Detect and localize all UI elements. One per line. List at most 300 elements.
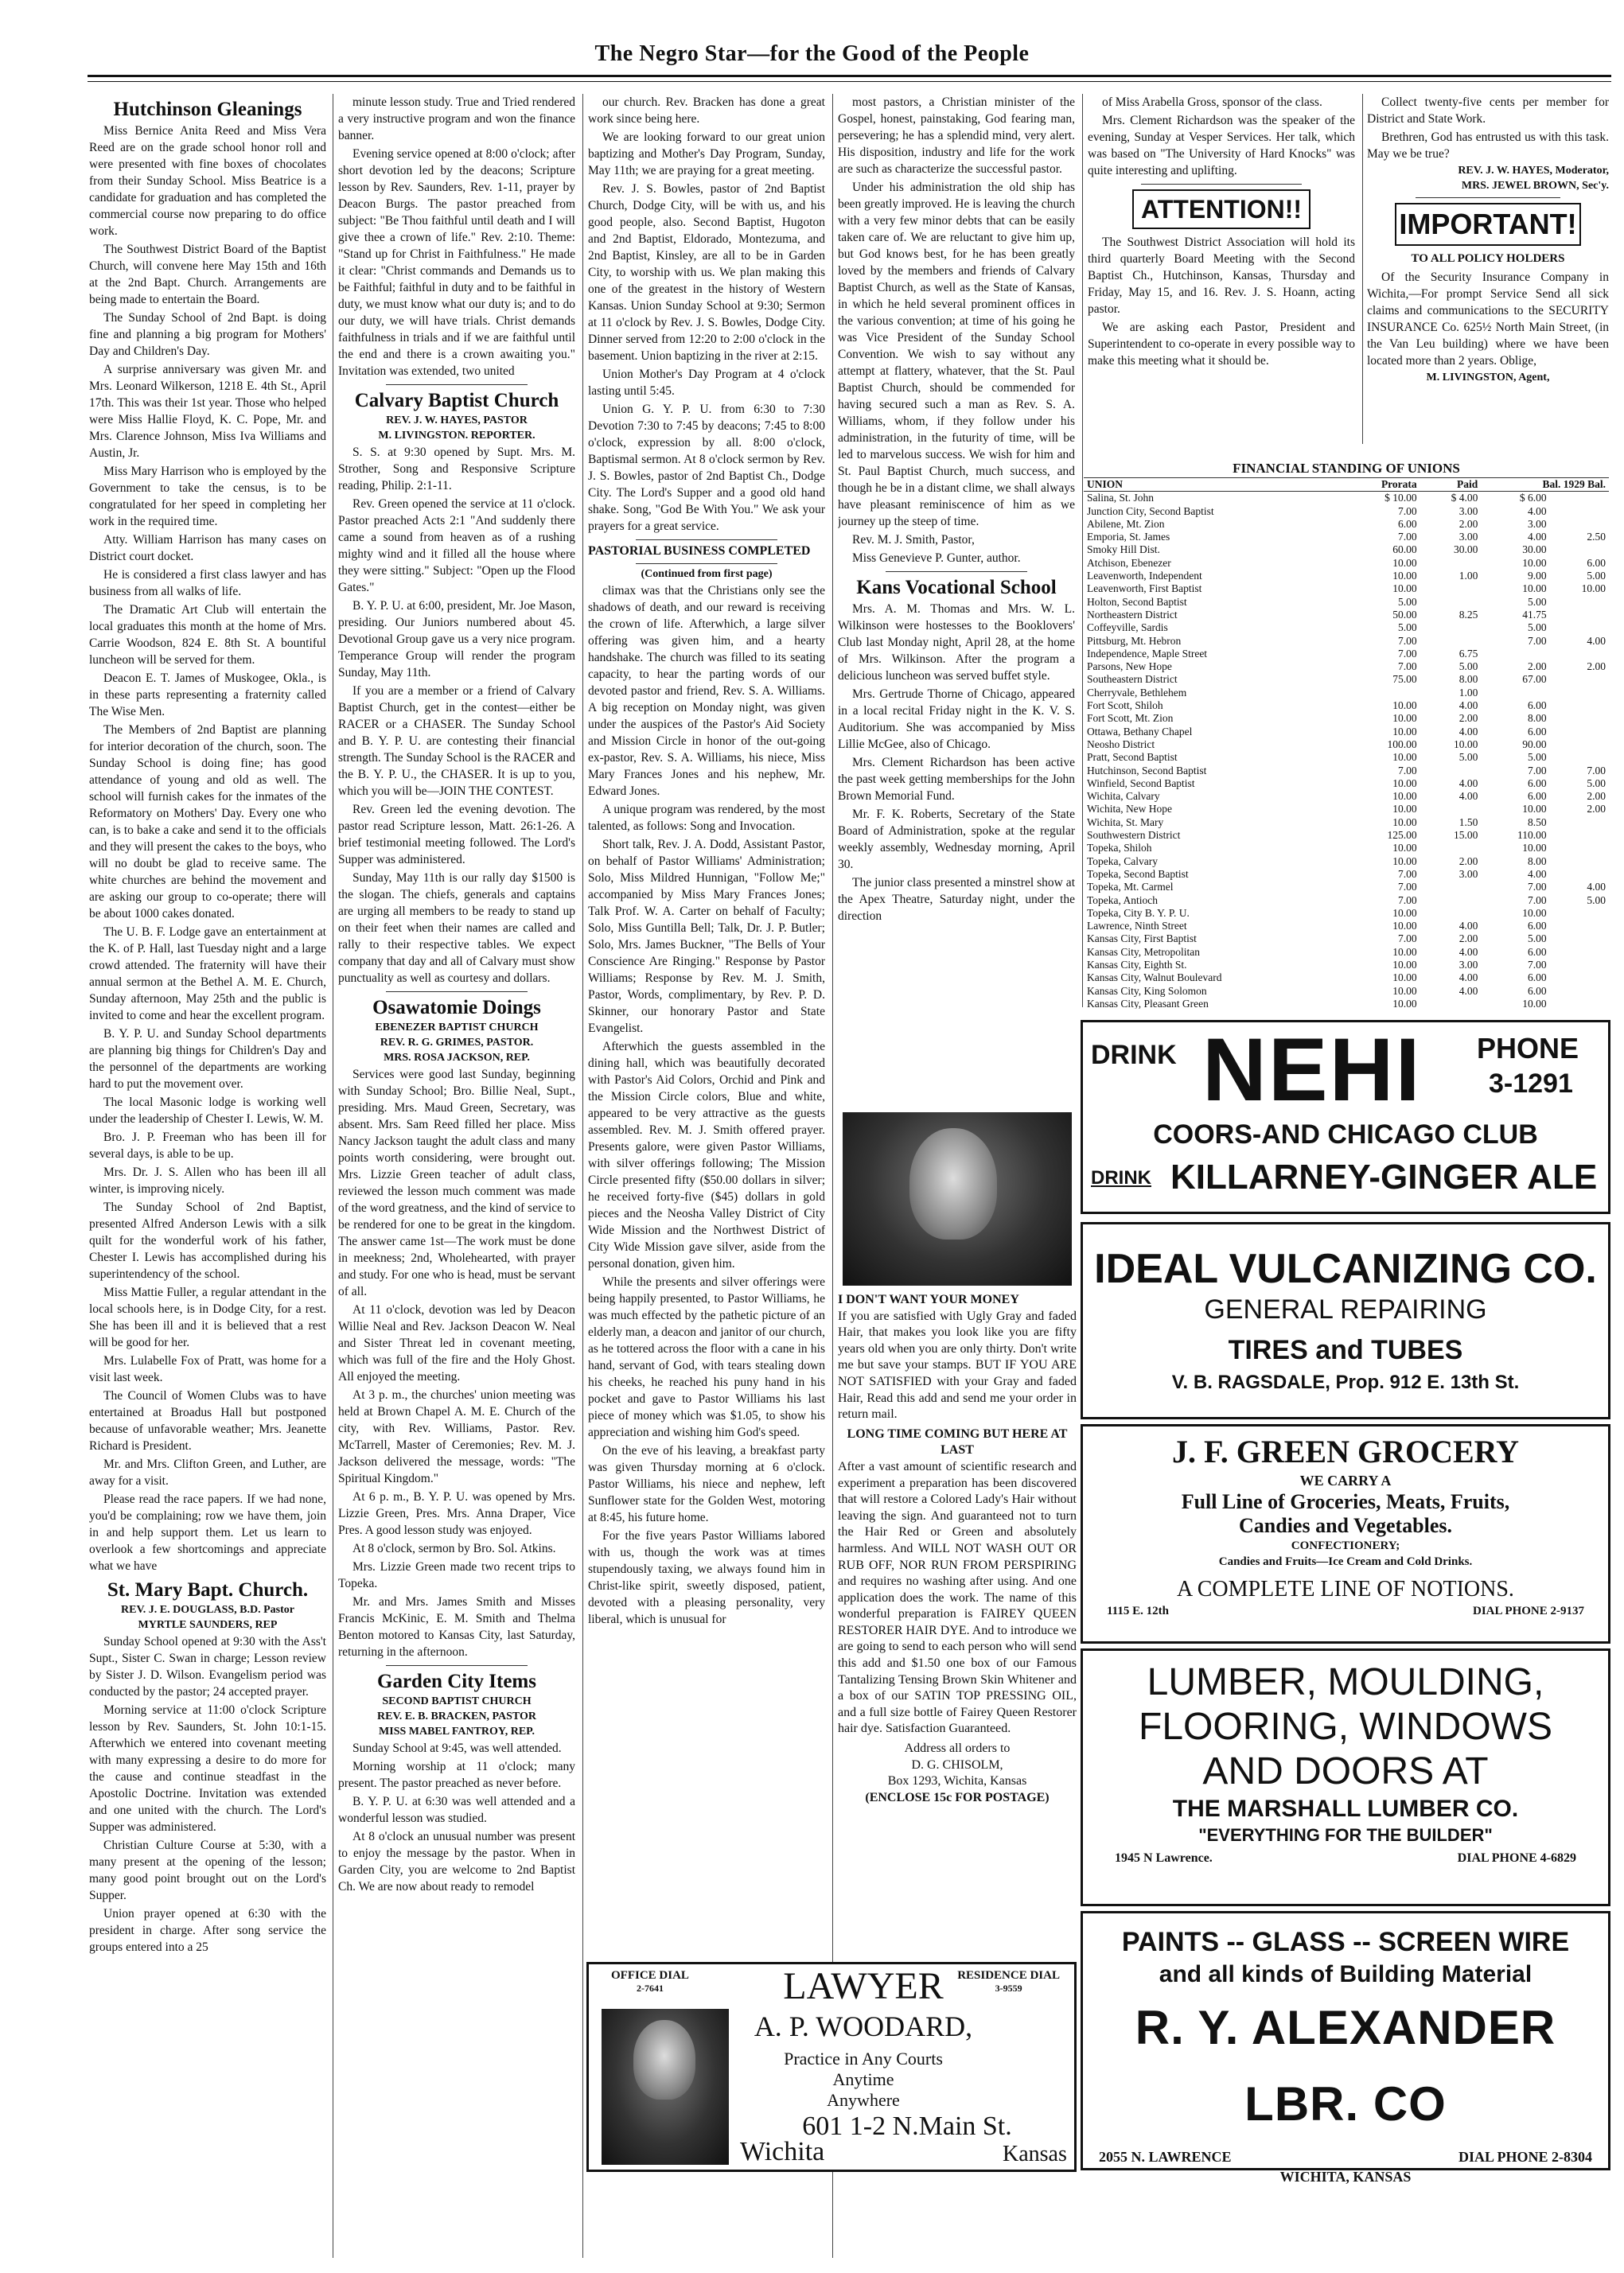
- amount-cell: [1550, 492, 1609, 505]
- table-row: [1084, 687, 1609, 699]
- lawyer-state: Kansas: [1003, 2142, 1067, 2166]
- amount-cell: 10.00: [1392, 984, 1417, 997]
- union-name-cell: Hutchinson, Second Baptist: [1087, 764, 1207, 776]
- byline: MISS MABEL FANTROY, REP.: [379, 1726, 535, 1738]
- amount-cell: 4.00: [1458, 699, 1478, 712]
- amount-cell: 7.00: [1528, 634, 1547, 647]
- nehi-phone: 3-1291: [1489, 1068, 1573, 1099]
- amount-cell: 10.00: [1392, 570, 1417, 582]
- amount-cell: [1420, 842, 1482, 854]
- headline-garden-city: Garden City Items: [377, 1671, 536, 1692]
- amount-cell: 2.00: [1458, 712, 1478, 725]
- paragraph: Miss Mattie Fuller, a regular attendant in the local schools here, is in Dodge City, for a rest. She has been ill and it is believed that a rest will be good for her.: [89, 1286, 326, 1349]
- amount-cell: [1420, 894, 1482, 907]
- green-line5: CONFECTIONERY;: [1291, 1539, 1400, 1552]
- table-row: [1084, 543, 1609, 556]
- table-row: [1084, 829, 1609, 842]
- lumber-footer: [1083, 1847, 1608, 1866]
- union-name-cell: Pittsburg, Mt. Hebron: [1087, 634, 1182, 647]
- alexander-address: 2055 N. LAWRENCE: [1099, 2149, 1232, 2165]
- nehi-line3: KILLARNEY-GINGER ALE: [1170, 1158, 1598, 1197]
- amount-cell: 6.00: [1528, 920, 1547, 932]
- column-divider: [1362, 94, 1363, 444]
- union-name-cell: Wichita, St. Mary: [1087, 815, 1164, 828]
- paragraph: At 11 o'clock, devotion was led by Deacon Willie Neal and Rev. Jackson Deacon W. Neal and Sister Threat led in covenant meeting, which was full of the fire and the Holy Ghost. All enjoyed the meeting.: [338, 1303, 575, 1384]
- table-row: [1084, 959, 1609, 971]
- amount-cell: 7.00: [1398, 893, 1417, 906]
- green-line7: A COMPLETE LINE OF NOTIONS.: [1177, 1577, 1514, 1602]
- table-row: [1084, 635, 1609, 648]
- amount-cell: 110.00: [1517, 829, 1547, 842]
- amount-cell: 10.00: [1392, 582, 1417, 595]
- union-name-cell: Independence, Maple Street: [1087, 647, 1208, 660]
- article-body: [338, 444, 575, 987]
- paragraph: We are asking each Pastor, President and Superintendent to co-operate in every possible way to make this meeting what it should be.: [1088, 321, 1355, 368]
- green-address: 1115 E. 12th: [1107, 1605, 1169, 1617]
- paragraph: At 8 o'clock an unusual number was present to enjoy the message by the pastor. When in Garden City, you are welcome to 2nd Baptist Ch. We are now about ready to remodel: [338, 1830, 575, 1894]
- paragraph: most pastors, a Christian minister of the Gospel, honest, painstaking, God fearing man, persevering; he has a splendid mind, very alert. His disposition, industry and life for the work are such as characterize the successful pastor.: [838, 95, 1075, 176]
- paragraph: of Miss Arabella Gross, sponsor of the class.: [1102, 95, 1322, 109]
- amount-cell: 7.00: [1528, 881, 1547, 893]
- union-name-cell: Neosho District: [1087, 738, 1155, 750]
- amount-cell: [1550, 609, 1609, 621]
- amount-cell: 10.00: [1522, 842, 1547, 854]
- table-row: [1084, 907, 1609, 920]
- amount-cell: 2.50: [1587, 531, 1606, 543]
- union-name-cell: Coffeyville, Sardis: [1087, 621, 1168, 634]
- amount-cell: 5.00: [1398, 595, 1417, 608]
- nehi-brand: NEHI: [1202, 1020, 1422, 1119]
- amount-cell: 7.00: [1398, 504, 1417, 517]
- article-body: [1088, 234, 1355, 369]
- amount-cell: 10.00: [1392, 712, 1417, 725]
- paragraph: The Southwest District Board of the Baptist Church, will convene here May 15th and 16th at the 2nd Bapt. Church. Arrangements are being made to entertain the Board.: [89, 243, 326, 306]
- masthead-rule-thin: [88, 81, 1611, 82]
- ideal-line2: GENERAL REPAIRING: [1204, 1294, 1487, 1325]
- union-name-cell: Kansas City, Pleasant Green: [1087, 997, 1209, 1009]
- amount-cell: 5.00: [1587, 893, 1606, 906]
- lawyer-city: Wichita: [740, 2137, 825, 2166]
- amount-cell: [1550, 621, 1609, 634]
- paragraph: The Members of 2nd Baptist are planning for interior decoration of the church, soon. The Sunday School is doing fine; has good attendance of young and old as well. The school will furnish cakes for the inmates of the Reformatory on Mothers' Day. Every one who can, is to bake a cake and send it to the officials and they will present the cakes to the boys, who will no doubt be glad to receive same. The white churches are behind the movement and are asking our group to co-operate; there will be about 1000 cakes donated.: [89, 723, 326, 920]
- table-row: [1084, 557, 1609, 570]
- separator: [1416, 197, 1560, 198]
- amount-cell: [1481, 648, 1549, 660]
- table-row: [1084, 621, 1609, 634]
- alexander-line1: PAINTS -- GLASS -- SCREEN WIRE: [1121, 1927, 1570, 1957]
- hair-paragraph-1: If you are satisfied with Ugly Gray and faded Hair, that makes you look like you are fifty years old when you are only thirty. Don't write me but save your stamps. BUT IF YOU ARE NOT SATISFIED with your Gray and faded Hair, Read this add and send me your order in return mail.: [838, 1309, 1077, 1422]
- amount-cell: 5.00: [1528, 621, 1547, 634]
- continued-note: (Continued from first page): [641, 568, 773, 580]
- union-name-cell: Kansas City, First Baptist: [1087, 932, 1197, 945]
- amount-cell: [1420, 907, 1482, 920]
- amount-cell: 3.00: [1458, 958, 1478, 971]
- union-name-cell: Salina, St. John: [1087, 492, 1155, 504]
- amount-cell: 2.00: [1587, 790, 1606, 803]
- paragraph: Please read the race papers. If we had none, you'd be complaining; row we have them, join in and help support them. Let us learn to overlook a few shortcomings and appreciate what we have: [89, 1493, 326, 1573]
- paragraph: climax was that the Christians only see the shadows of death, and our reward is receiving the crown of life. Afterwhich, a large silver offering was given him, and a hearty handshake. The church was filled to its seating capacity, to hear the parting words of our devoted pastor and friend, Rev. S. A. Williams. A big reception on Monday night, was given under the auspices of the Pastor's Aid Society and Mission Circle in honor of the out-going ex-pastor, Rev. S. A. Williams, his niece, Miss Mary Frances Jones and his nephew, Mr. Edward Jones.: [588, 584, 825, 798]
- ad-lawyer: [586, 1962, 1077, 2172]
- amount-cell: 5.00: [1458, 751, 1478, 764]
- amount-cell: 6.00: [1528, 971, 1547, 984]
- paragraph: Miss Genevieve P. Gunter, author.: [852, 551, 1021, 565]
- paragraph: Brethren, God has entrusted us with this task. May we be true?: [1367, 130, 1609, 161]
- union-name-cell: Southeastern District: [1087, 673, 1178, 686]
- amount-cell: [1420, 765, 1482, 777]
- article-body: [588, 582, 825, 1628]
- paragraph: Collect twenty-five cents per member for District and State Work.: [1367, 95, 1609, 126]
- amount-cell: 10.00: [1522, 556, 1547, 569]
- article-body: [338, 94, 575, 379]
- union-name-cell: Fort Scott, Mt. Zion: [1087, 712, 1174, 725]
- amount-cell: 100.00: [1387, 738, 1417, 750]
- lawyer-portrait: [602, 2009, 729, 2165]
- union-name-cell: Topeka, Second Baptist: [1087, 867, 1189, 880]
- amount-cell: 7.00: [1528, 764, 1547, 776]
- amount-cell: [1550, 855, 1609, 868]
- paragraph: Miss Bernice Anita Reed and Miss Vera Reed are on the grade school honor roll and were presented with fine boxes of chocolates from their Sunday School. Miss Beatrice is a candidate for graduation and has completed the commercial course now preparing to do office work.: [89, 124, 326, 238]
- amount-cell: 10.00: [1392, 699, 1417, 712]
- paragraph: The Council of Women Clubs was to have entertained at Broadus Hall but postponed because of unfavorable weather; Mrs. Jeanette Richard is President.: [89, 1389, 326, 1453]
- paragraph: Rev. Green led the evening devotion. The pastor read Scripture lesson, Matt. 26:1-26. A brief testimonial meeting followed. The Lord's Supper was administered.: [338, 803, 575, 866]
- amount-cell: [1420, 557, 1482, 570]
- union-name-cell: Parsons, New Hope: [1087, 660, 1172, 673]
- union-name-cell: Topeka, City B. Y. P. U.: [1087, 906, 1190, 919]
- paragraph: Mrs. Lizzie Green made two recent trips to Topeka.: [338, 1560, 575, 1590]
- table-row: [1084, 531, 1609, 543]
- paragraph: On the eve of his leaving, a breakfast party was given Thursday morning at 6 o'clock. Pastor Williams, his niece and nephew, left Sunflower state for the Golden West, motoring at 8:45, his future home.: [588, 1444, 825, 1524]
- paragraph: The Sunday School of 2nd Baptist, presented Alfred Anderson Lewis with a silk quilt for the wonderful work of his father, Chester I. Lewis has accomplished during his superintendency of the school.: [89, 1201, 326, 1281]
- table-row: [1084, 518, 1609, 531]
- paragraph: B. Y. P. U. at 6:30 was well attended and a wonderful lesson was studied.: [338, 1795, 575, 1825]
- amount-cell: 10.00: [1522, 906, 1547, 919]
- union-name-cell: Junction City, Second Baptist: [1087, 504, 1214, 517]
- portrait-face: [909, 1128, 997, 1240]
- ideal-line3: TIRES and TUBES: [1228, 1335, 1463, 1365]
- table-row: [1084, 673, 1609, 686]
- amount-cell: 10.00: [1392, 842, 1417, 854]
- separator: [636, 539, 778, 540]
- lumber-line4: THE MARSHALL LUMBER CO.: [1172, 1796, 1519, 1822]
- amount-cell: [1550, 738, 1609, 751]
- paragraph: At 8 o'clock, sermon by Bro. Sol. Atkins.: [352, 1542, 556, 1555]
- portrait-photo: [843, 1112, 1072, 1286]
- separator: [386, 991, 528, 992]
- amount-cell: 4.00: [1587, 881, 1606, 893]
- amount-cell: 1.00: [1458, 686, 1478, 699]
- amount-cell: 10.00: [1522, 997, 1547, 1009]
- amount-cell: 10.00: [1453, 738, 1478, 750]
- ideal-title: IDEAL VULCANIZING CO.: [1094, 1246, 1597, 1292]
- union-name-cell: Topeka, Mt. Carmel: [1087, 881, 1174, 893]
- paragraph: Short talk, Rev. J. A. Dodd, Assistant Pastor, on behalf of Pastor Williams' Administration; Solo, Miss Mildred Hunnigan, "Follow Me;" accompanied by Miss Mary Frances Jones; Talk Prof. W. A. Carter on behalf of Faculty; Solo, Miss Guntilla Bell; Talk, Dr. J. P. Butler; Solo, Mrs. James Buckner, "The Bells of Your Conscience Are Ringing." Response by Pastor Williams; Response by Rev. M. J. Smith, Pastor, Words, complimentary, by Rev. P. D. Skinner, our honorary Pastor and State Evangelist.: [588, 838, 825, 1035]
- amount-cell: 7.00: [1398, 647, 1417, 660]
- headline-calvary: Calvary Baptist Church: [354, 390, 559, 411]
- paragraph: The Dramatic Art Club will entertain the local graduates this month at the home of Mrs. Carrie Woodson, 824 E. 8th St. A bountiful luncheon will be served for them.: [89, 603, 326, 667]
- table-row: [1084, 570, 1609, 582]
- amount-cell: 3.00: [1528, 517, 1547, 530]
- amount-cell: 10.00: [1392, 906, 1417, 919]
- column-divider: [1082, 94, 1083, 1007]
- union-name-cell: Southwestern District: [1087, 829, 1181, 842]
- nehi-line2: COORS-AND CHICAGO CLUB: [1153, 1119, 1538, 1150]
- financial-table-box: [1084, 460, 1609, 1009]
- amount-cell: 7.00: [1528, 893, 1547, 906]
- green-phone: DIAL PHONE 2-9137: [1472, 1605, 1584, 1617]
- amount-cell: 2.00: [1458, 854, 1478, 867]
- amount-cell: [1550, 985, 1609, 998]
- table-row: [1084, 803, 1609, 815]
- article-body: [338, 1066, 575, 1660]
- table-row: [1084, 609, 1609, 621]
- signature: MRS. JEWEL BROWN, Sec'y.: [1461, 180, 1609, 192]
- amount-cell: [1343, 687, 1420, 699]
- amount-cell: [1550, 543, 1609, 556]
- lumber-address: 1945 N Lawrence.: [1115, 1851, 1213, 1865]
- financial-table: [1084, 478, 1609, 1009]
- byline: REV. J. W. HAYES, PASTOR: [386, 415, 528, 426]
- masthead: The Negro Star—for the Good of the People: [594, 41, 1030, 66]
- table-row: [1084, 492, 1609, 505]
- paragraph: S. S. at 9:30 opened by Supt. Mrs. M. Strother, Song and Responsive Scripture reading, Philip. 2:1-11.: [338, 446, 575, 492]
- green-line2: WE CARRY A: [1299, 1473, 1392, 1489]
- table-row: [1084, 946, 1609, 959]
- financial-table-body: [1084, 492, 1609, 1009]
- amount-cell: 7.00: [1398, 531, 1417, 543]
- amount-cell: 1.50: [1458, 815, 1478, 828]
- amount-cell: 8.00: [1458, 673, 1478, 686]
- union-name-cell: Topeka, Calvary: [1087, 854, 1159, 867]
- paragraph: Rev. Green opened the service at 11 o'clock. Pastor preached Acts 2:1 "And suddenly there came a sound from heaven as of a rushing mighty wind and it filled all the house where they were sitting." Subject: "Open up the Flood Gates.": [338, 497, 575, 594]
- table-row: [1084, 582, 1609, 595]
- amount-cell: 4.00: [1528, 504, 1547, 517]
- article-body: [838, 601, 1075, 924]
- column-divider: [832, 94, 833, 2258]
- amount-cell: 7.00: [1398, 932, 1417, 945]
- amount-cell: 10.00: [1392, 920, 1417, 932]
- amount-cell: 6.00: [1528, 790, 1547, 803]
- byline: EBENEZER BAPTIST CHURCH: [375, 1022, 539, 1033]
- paragraph: The local Masonic lodge is working well under the leadership of Chester I. Lewis, W. M.: [89, 1096, 326, 1126]
- paragraph: Mrs. Gertrude Thorne of Chicago, appeared in a local recital Friday night in the K. V. S. Auditorium. She was accompanied by Miss Lillie McGee, also of Chicago.: [838, 687, 1075, 751]
- table-row: [1084, 699, 1609, 712]
- table-row: [1084, 842, 1609, 854]
- article-body: [588, 94, 825, 535]
- column-header: UNION: [1084, 478, 1343, 492]
- amount-cell: 10.00: [1392, 790, 1417, 803]
- nehi-drink-label-2: DRINK: [1091, 1167, 1151, 1189]
- amount-cell: 4.00: [1458, 725, 1478, 738]
- separator: [636, 563, 778, 564]
- headline-attention: ATTENTION!!: [1132, 189, 1310, 229]
- column-header: Paid: [1420, 478, 1482, 492]
- paragraph: Mr. F. K. Roberts, Secretary of the State Board of Administration, spoke at the regular weekly assembly, Wednesday morning, April 30.: [838, 808, 1075, 871]
- union-name-cell: Fort Scott, Shiloh: [1087, 699, 1163, 712]
- paragraph: Under his administration the old ship has been greatly improved. He is leaving the church with a very few minor debts that can be easily taken care of. We are reluctant to give him up, but God knows best, for he has been greatly loved by the members and friends of Calvary Baptist Church, as well as the State of Kansas, in which he held several prominent offices in the various convention; at time of his going he was Vice President of the Sunday School Convention. We wish to say without any attempt at flattery, whatever, that the St. Paul Baptist Church, should be commended for having secured such a man as Rev. S. A. Williams, whom, if they follow under his administration, in the futurity of time, will be led to marvelous success. We wish for him and St. Paul Baptist Church, much success, and though he be in a distant clime, we shall always have pleasant reminiscence of him as we journey up the steep of time.: [838, 181, 1075, 528]
- table-row: [1084, 998, 1609, 1009]
- amount-cell: [1550, 971, 1609, 984]
- paragraph: Christian Culture Course at 5:30, with a many present at the opening of the lesson; many good point brought out on the Lord's Supper.: [89, 1839, 326, 1902]
- amount-cell: 8.00: [1528, 854, 1547, 867]
- column-4: [838, 94, 1075, 1152]
- paragraph: The U. B. F. Lodge gave an entertainment at the K. of P. Hall, last Tuesday night and a large crowd attended. The fraternity will have their annual sermon at the Bethel A. M. E. Church, Sunday afternoon, May 25th and the public is invited to come and hear the excellent program.: [89, 925, 326, 1022]
- byline: REV. R. G. GRIMES, PASTOR.: [380, 1037, 534, 1049]
- hair-address-3: Box 1293, Wichita, Kansas: [887, 1774, 1027, 1788]
- paragraph: Morning service at 11:00 o'clock Scripture lesson by Rev. Saunders, St. John 10:1-15. Afterwhich we entered into covenant meeting with many expressing a desire to do more for the cause and continue steadfast in the Apostolic Doctrine. Invitation was extended and one united with the church. The Lord's Supper was administered.: [89, 1703, 326, 1834]
- table-row: [1084, 881, 1609, 893]
- union-name-cell: Emporia, St. James: [1087, 531, 1170, 543]
- alexander-line3: R. Y. ALEXANDER LBR. CO: [1135, 2001, 1556, 2131]
- lawyer-face: [633, 2020, 695, 2100]
- paragraph: The junior class presented a minstrel show at the Apex Theatre, Saturday night, under the direction: [838, 876, 1075, 923]
- amount-cell: 3.00: [1458, 531, 1478, 543]
- table-row: [1084, 816, 1609, 829]
- paragraph: Mrs. Lulabelle Fox of Pratt, was home for a visit last week.: [89, 1354, 326, 1384]
- amount-cell: 3.00: [1458, 867, 1478, 880]
- union-name-cell: Smoky Hill Dist.: [1087, 543, 1160, 556]
- amount-cell: 5.00: [1458, 660, 1478, 673]
- column-1: [89, 94, 326, 2258]
- column-5: [1088, 94, 1355, 444]
- byline: MYRTLE SAUNDERS, REP: [138, 1619, 278, 1631]
- paragraph: Mr. and Mrs. Clifton Green, and Luther, are away for a visit.: [89, 1458, 326, 1488]
- table-row: [1084, 868, 1609, 881]
- amount-cell: 4.00: [1458, 776, 1478, 789]
- table-row: [1084, 777, 1609, 790]
- table-row: [1084, 648, 1609, 660]
- amount-cell: 5.00: [1528, 751, 1547, 764]
- table-row: [1084, 894, 1609, 907]
- paragraph: A surprise anniversary was given Mr. and Mrs. Leonard Wilkerson, 1218 E. 4th St., April 17th. This was their 1st year. Those who helped were Miss Hallie Floyd, K. C. Pope, Mr. and Mrs. Clarence Johnson, Miss Iva Williams and Austin, Jr.: [89, 363, 326, 460]
- amount-cell: 10.00: [1392, 958, 1417, 971]
- union-name-cell: Abilene, Mt. Zion: [1087, 517, 1165, 530]
- amount-cell: [1420, 881, 1482, 893]
- column-2: [338, 94, 575, 2258]
- table-row: [1084, 660, 1609, 673]
- article-body: [1367, 94, 1609, 162]
- hair-address-1: Address all orders to: [904, 1742, 1011, 1756]
- paragraph: Union prayer opened at 6:30 with the president in charge. After song service the groups entered into a 25: [89, 1907, 326, 1954]
- amount-cell: [1420, 621, 1482, 634]
- table-row: [1084, 596, 1609, 609]
- amount-cell: 4.00: [1458, 945, 1478, 958]
- amount-cell: 10.00: [1392, 751, 1417, 764]
- table-header-row: [1084, 478, 1609, 492]
- amount-cell: $ 10.00: [1384, 492, 1417, 504]
- amount-cell: 10.00: [1392, 815, 1417, 828]
- amount-cell: [1550, 816, 1609, 829]
- paragraph: A unique program was rendered, by the most talented, as follows: Song and Invocation.: [588, 803, 825, 833]
- amount-cell: 9.00: [1528, 570, 1547, 582]
- amount-cell: [1481, 687, 1549, 699]
- lawyer-line3: Anywhere: [827, 2090, 900, 2110]
- office-dial-block: [611, 1969, 689, 1995]
- paragraph: Deacon E. T. James of Muskogee, Okla., is in these parts representing a fraternity called The Wise Men.: [89, 671, 326, 718]
- amount-cell: 8.25: [1458, 608, 1478, 621]
- amount-cell: 2.00: [1458, 932, 1478, 945]
- table-row: [1084, 726, 1609, 738]
- amount-cell: [1550, 932, 1609, 945]
- amount-cell: 67.00: [1522, 673, 1547, 686]
- paragraph: Mrs. Dr. J. S. Allen who has been ill all winter, is improving nicely.: [89, 1166, 326, 1196]
- ad-green-grocery: [1081, 1424, 1610, 1644]
- amount-cell: 5.00: [1528, 932, 1547, 945]
- hair-title-2: LONG TIME COMING BUT HERE AT LAST: [847, 1426, 1068, 1458]
- union-name-cell: Holton, Second Baptist: [1087, 595, 1187, 608]
- table-row: [1084, 738, 1609, 751]
- office-dial-number: 2-7641: [636, 1983, 664, 1994]
- amount-cell: 6.00: [1528, 984, 1547, 997]
- amount-cell: [1550, 712, 1609, 725]
- paragraph: Of the Security Insurance Company in Wichita,—For prompt Service Send all sick claims and communications to the SECURITY INSURANCE Co. 625½ North Main Street, (in the Van Leu building) where we have been located more than 2 years. Oblige,: [1367, 271, 1609, 368]
- byline: M. LIVINGSTON. REPORTER.: [378, 430, 535, 442]
- lawyer-title: LAWYER: [783, 1965, 944, 2007]
- nehi-phone-label: PHONE: [1477, 1032, 1579, 1064]
- union-name-cell: Leavenworth, First Baptist: [1087, 582, 1202, 595]
- amount-cell: 60.00: [1392, 543, 1417, 556]
- ad-marshall-lumber: [1081, 1648, 1610, 1906]
- paragraph: Union Mother's Day Program at 4 o'clock lasting until 5:45.: [588, 368, 825, 398]
- paragraph: Morning worship at 11 o'clock; many present. The pastor preached as never before.: [338, 1760, 575, 1790]
- paragraph: While the presents and silver offerings were being happily presented, to Pastor Williams, he was much effected by the pathetic picture of an elderly man, a deacon and janitor of our church, as he tottered across the floor with a cane in his hand, servant of God, with tears stealing down his cheeks, he reached his puny hand in his pocket and gave to Pastor Williams his last piece of money which was $1.05, to show his appreciation and wishing him God's speed.: [588, 1275, 825, 1439]
- masthead-rule: [88, 75, 1611, 77]
- column-header: Prorata: [1343, 478, 1420, 492]
- amount-cell: 10.00: [1392, 803, 1417, 815]
- amount-cell: [1550, 959, 1609, 971]
- amount-cell: 5.00: [1398, 621, 1417, 634]
- amount-cell: 6.75: [1458, 647, 1478, 660]
- article-body: [89, 1633, 326, 1956]
- amount-cell: 4.00: [1458, 920, 1478, 932]
- amount-cell: [1550, 648, 1609, 660]
- amount-cell: 10.00: [1392, 776, 1417, 789]
- amount-cell: 50.00: [1392, 608, 1417, 621]
- amount-cell: 15.00: [1453, 829, 1478, 842]
- amount-cell: [1550, 920, 1609, 932]
- lumber-line2: FLOORING, WINDOWS: [1139, 1706, 1552, 1748]
- amount-cell: 30.00: [1522, 543, 1547, 556]
- paragraph: Sunday, May 11th is our rally day $1500 is the slogan. The chiefs, generals and captains are urging all members to be ready to stand up on their feet when their names are called and rally to their respective tables. We expect company that day and all of Calvary must show punctuality as well as courtesy and dollars.: [338, 871, 575, 985]
- alexander-city: WICHITA, KANSAS: [1279, 2169, 1412, 2185]
- green-line3: Full Line of Groceries, Meats, Fruits,: [1181, 1490, 1510, 1513]
- union-name-cell: Northeastern District: [1087, 608, 1178, 621]
- amount-cell: 8.50: [1528, 815, 1547, 828]
- amount-cell: 7.00: [1398, 867, 1417, 880]
- table-row: [1084, 920, 1609, 932]
- union-name-cell: Cherryvale, Bethlehem: [1087, 686, 1187, 699]
- amount-cell: 10.00: [1522, 582, 1547, 595]
- alexander-phone: DIAL PHONE 2-8304: [1458, 2149, 1592, 2165]
- column-3: [588, 94, 825, 1685]
- green-footer: [1083, 1605, 1608, 1618]
- amount-cell: [1420, 998, 1482, 1009]
- amount-cell: 6.00: [1528, 945, 1547, 958]
- lumber-line1: LUMBER, MOULDING,: [1147, 1661, 1544, 1703]
- separator: [386, 1665, 528, 1666]
- amount-cell: 10.00: [1392, 556, 1417, 569]
- headline-st-mary: St. Mary Bapt. Church.: [107, 1579, 309, 1601]
- amount-cell: 10.00: [1392, 945, 1417, 958]
- amount-cell: 4.00: [1587, 634, 1606, 647]
- amount-cell: 10.00: [1392, 854, 1417, 867]
- amount-cell: 4.00: [1528, 531, 1547, 543]
- paragraph: For the five years Pastor Williams labored with us, though the work was at times stupendously taxing, we always found him in Christ-like spirit, sweetly disposed, patient, devoted with a pleasing personality, very liberal, which is unusual for: [588, 1529, 825, 1626]
- amount-cell: [1550, 829, 1609, 842]
- paragraph: Evening service opened at 8:00 o'clock; after short devotion led by the deacons; Scripture lesson by Rev. Saunders, Rev. 1-11, prayer by Deacon Burgs. The pastor preached from subject: "Be Thou faithful until death and I will give thee a crown of life." Rev. 2:10. Theme: "Stand up for Christ in Faithfulness." He made it clear: "Christ commands and Demands us to be Faithful; faithful in duty and to be faithful in duty, we must know what our duty is; and to do our duty, we will have trials. Christ demands faithfulness in trials and if we are faithful until the end and there is a crown awaiting you." Invitation was extended, two united: [338, 147, 575, 378]
- paragraph: We are looking forward to our great union baptizing and Mother's Day Program, Sunday, May 11th; we are praying for a great meeting.: [588, 130, 825, 177]
- amount-cell: 5.00: [1587, 570, 1606, 582]
- amount-cell: 2.00: [1528, 660, 1547, 673]
